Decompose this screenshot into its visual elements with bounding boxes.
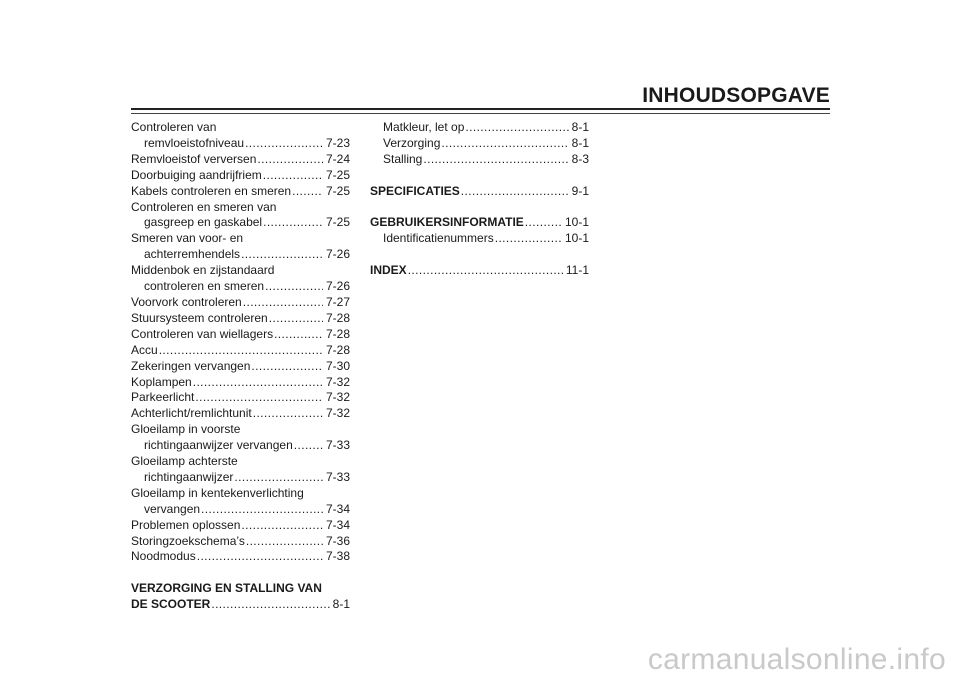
spacer <box>131 565 350 581</box>
toc-page-number: 7-28 <box>325 342 350 357</box>
toc-page-number: 10-1 <box>564 231 589 246</box>
toc-page-number: 7-33 <box>325 469 350 484</box>
toc-entry-label: richtingaanwijzer <box>144 469 234 484</box>
header-rule-thin <box>131 113 830 114</box>
leader-dots <box>423 152 568 168</box>
toc-page-number: 7-25 <box>325 215 350 230</box>
toc-entry-line: Middenbok en zijstandaard <box>131 263 275 278</box>
toc-chapter-verzorging-stalling[interactable] <box>131 597 350 613</box>
toc-chapter-label: INDEX <box>370 263 407 278</box>
toc-entry-storingzoekschemas[interactable] <box>131 534 350 550</box>
toc-entry-label: Doorbuiging aandrijfriem <box>131 167 262 182</box>
toc-entry-parkeerlicht[interactable] <box>131 390 350 406</box>
leader-dots <box>195 390 323 406</box>
leader-dots <box>495 231 562 247</box>
toc-entry-line: Gloeilamp in kentekenverlichting <box>131 485 304 500</box>
leader-dots <box>197 549 323 565</box>
toc-page-number: 10-1 <box>564 215 589 230</box>
leader-dots <box>253 406 323 422</box>
toc-entry-remvloeistof-verversen[interactable] <box>131 152 350 168</box>
leader-dots <box>201 502 323 518</box>
leader-dots <box>159 343 323 359</box>
toc-page-number: 7-25 <box>325 183 350 198</box>
leader-dots <box>408 263 563 279</box>
toc-entry-achterlicht[interactable] <box>131 406 350 422</box>
toc-page-number: 7-26 <box>325 247 350 262</box>
page-title: INHOUDSOPGAVE <box>642 84 830 107</box>
toc-entry-voorvork[interactable] <box>131 295 350 311</box>
toc-entry-kentekenverlichting[interactable] <box>131 502 350 518</box>
leader-dots <box>525 215 562 231</box>
toc-entry-kabels-controleren[interactable] <box>131 184 350 200</box>
toc-entry-line: Gloeilamp achterste <box>131 454 238 469</box>
toc-page-number: 7-27 <box>325 294 350 309</box>
toc-entry-label: Zekeringen vervangen <box>131 358 251 373</box>
toc-entry-line: Controleren en smeren van <box>131 199 277 214</box>
leader-dots <box>234 470 323 486</box>
watermark: carmanualsonline.info <box>647 643 946 676</box>
toc-entry-line: Gloeilamp in voorste <box>131 422 241 437</box>
toc-entry-doorbuiging-aandrijfriem[interactable] <box>131 168 350 184</box>
toc-page-number: 7-28 <box>325 310 350 325</box>
toc-entry-matkleur[interactable] <box>370 120 589 136</box>
toc-chapter-line: VERZORGING EN STALLING VAN <box>131 581 322 596</box>
toc-entry-label: gasgreep en gaskabel <box>144 215 263 230</box>
toc-entry-gasgreep[interactable] <box>131 215 350 231</box>
toc-page-number: 7-34 <box>325 501 350 516</box>
leader-dots <box>241 518 323 534</box>
toc-page-number: 7-32 <box>325 390 350 405</box>
toc-page-number: 7-36 <box>325 533 350 548</box>
toc-entry-wiellagers[interactable] <box>131 327 350 343</box>
toc-page-number: 7-32 <box>325 406 350 421</box>
leader-dots <box>274 327 323 343</box>
toc-entry-stalling[interactable] <box>370 152 589 168</box>
header-rule-thick <box>131 108 830 110</box>
toc-entry-label: Remvloeistof verversen <box>131 151 257 166</box>
toc-entry-stuursysteem[interactable] <box>131 311 350 327</box>
leader-dots <box>257 152 323 168</box>
toc-chapter-label: SPECIFICATIES <box>370 183 460 198</box>
toc-column-left <box>131 120 350 613</box>
leader-dots <box>269 311 323 327</box>
toc-entry-label: Koplampen <box>131 374 192 389</box>
toc-entry-label: Verzorging <box>383 135 441 150</box>
toc-entry-voorste-richtingaanwijzer[interactable] <box>131 438 350 454</box>
toc-page-number: 8-1 <box>571 135 589 150</box>
toc-page-number: 7-23 <box>325 135 350 150</box>
toc-chapter-label: GEBRUIKERSINFORMATIE <box>370 215 524 230</box>
leader-dots <box>193 375 323 391</box>
leader-dots <box>245 136 323 152</box>
toc-entry-verzorging[interactable] <box>370 136 589 152</box>
toc-entry-label: Problemen oplossen <box>131 517 241 532</box>
toc-entry-label: Accu <box>131 342 158 357</box>
toc-entry-label: Controleren van wiellagers <box>131 326 274 341</box>
toc-page-number: 8-1 <box>332 597 350 612</box>
leader-dots <box>211 597 329 613</box>
toc-page-number: 7-24 <box>325 151 350 166</box>
toc-entry-remvloeistofniveau[interactable] <box>131 136 350 152</box>
toc-entry-label: Voorvork controleren <box>131 294 242 309</box>
toc-entry-achterremhendels[interactable] <box>131 247 350 263</box>
toc-entry-middenbok[interactable] <box>131 279 350 295</box>
leader-dots <box>241 247 323 263</box>
toc-entry-label: Parkeerlicht <box>131 390 195 405</box>
toc-entry-label: Stalling <box>383 151 423 166</box>
toc-page-number: 9-1 <box>571 183 589 198</box>
toc-entry-label: Storingzoekschema’s <box>131 533 245 548</box>
toc-entry-accu[interactable] <box>131 343 350 359</box>
spacer <box>370 200 589 216</box>
spacer <box>370 168 589 184</box>
toc-page-number: 7-28 <box>325 326 350 341</box>
toc-entry-label: Kabels controleren en smeren <box>131 183 292 198</box>
toc-entry-label: achterremhendels <box>144 247 241 262</box>
toc-entry-label: richtingaanwijzer vervangen <box>144 438 293 453</box>
toc-page-number: 7-25 <box>325 167 350 182</box>
leader-dots <box>251 359 323 375</box>
toc-entry-label: Matkleur, let op <box>383 120 465 134</box>
toc-column-right <box>370 120 589 279</box>
toc-page-number: 7-32 <box>325 374 350 389</box>
toc-page-number: 8-3 <box>571 151 589 166</box>
toc-entry-label: Achterlicht/remlichtunit <box>131 406 252 421</box>
toc-entry-achterste-richtingaanwijzer[interactable] <box>131 470 350 486</box>
toc-entry-line: Smeren van voor- en <box>131 231 244 246</box>
toc-chapter-gebruikersinformatie[interactable] <box>370 215 589 231</box>
toc-entry-zekeringen[interactable] <box>131 359 350 375</box>
toc-entry-line: Controleren van <box>131 120 217 134</box>
toc-chapter-specificaties[interactable] <box>370 184 589 200</box>
toc-page-number: 8-1 <box>571 120 589 134</box>
toc-page-number: 7-26 <box>325 279 350 294</box>
toc-chapter-index[interactable] <box>370 263 589 279</box>
leader-dots <box>246 534 323 550</box>
toc-entry-label: Noodmodus <box>131 549 196 564</box>
toc-entry-label: Stuursysteem controleren <box>131 310 268 325</box>
toc-entry-label: remvloeistofniveau <box>144 135 245 150</box>
toc-entry-label: controleren en smeren <box>144 279 265 294</box>
toc-page-number: 11-1 <box>565 263 589 278</box>
toc-entry-problemen-oplossen[interactable] <box>131 518 350 534</box>
toc-page-number: 7-33 <box>325 438 350 453</box>
leader-dots <box>292 184 323 200</box>
toc-chapter-label: DE SCOOTER <box>131 597 211 612</box>
leader-dots <box>461 184 569 200</box>
spacer <box>370 247 589 263</box>
leader-dots <box>243 295 323 311</box>
leader-dots <box>263 215 323 231</box>
leader-dots <box>263 168 323 184</box>
leader-dots <box>294 438 323 454</box>
toc-entry-noodmodus[interactable] <box>131 549 350 565</box>
toc-page-number: 7-30 <box>325 358 350 373</box>
leader-dots <box>441 136 568 152</box>
toc-entry-label: Identificatienummers <box>383 231 494 246</box>
toc-page-number: 7-34 <box>325 517 350 532</box>
leader-dots <box>465 120 568 136</box>
toc-entry-label: vervangen <box>144 501 201 516</box>
toc-entry-identificatienummers[interactable] <box>370 231 589 247</box>
toc-page-number: 7-38 <box>325 549 350 564</box>
leader-dots <box>265 279 323 295</box>
toc-entry-koplampen[interactable] <box>131 375 350 391</box>
